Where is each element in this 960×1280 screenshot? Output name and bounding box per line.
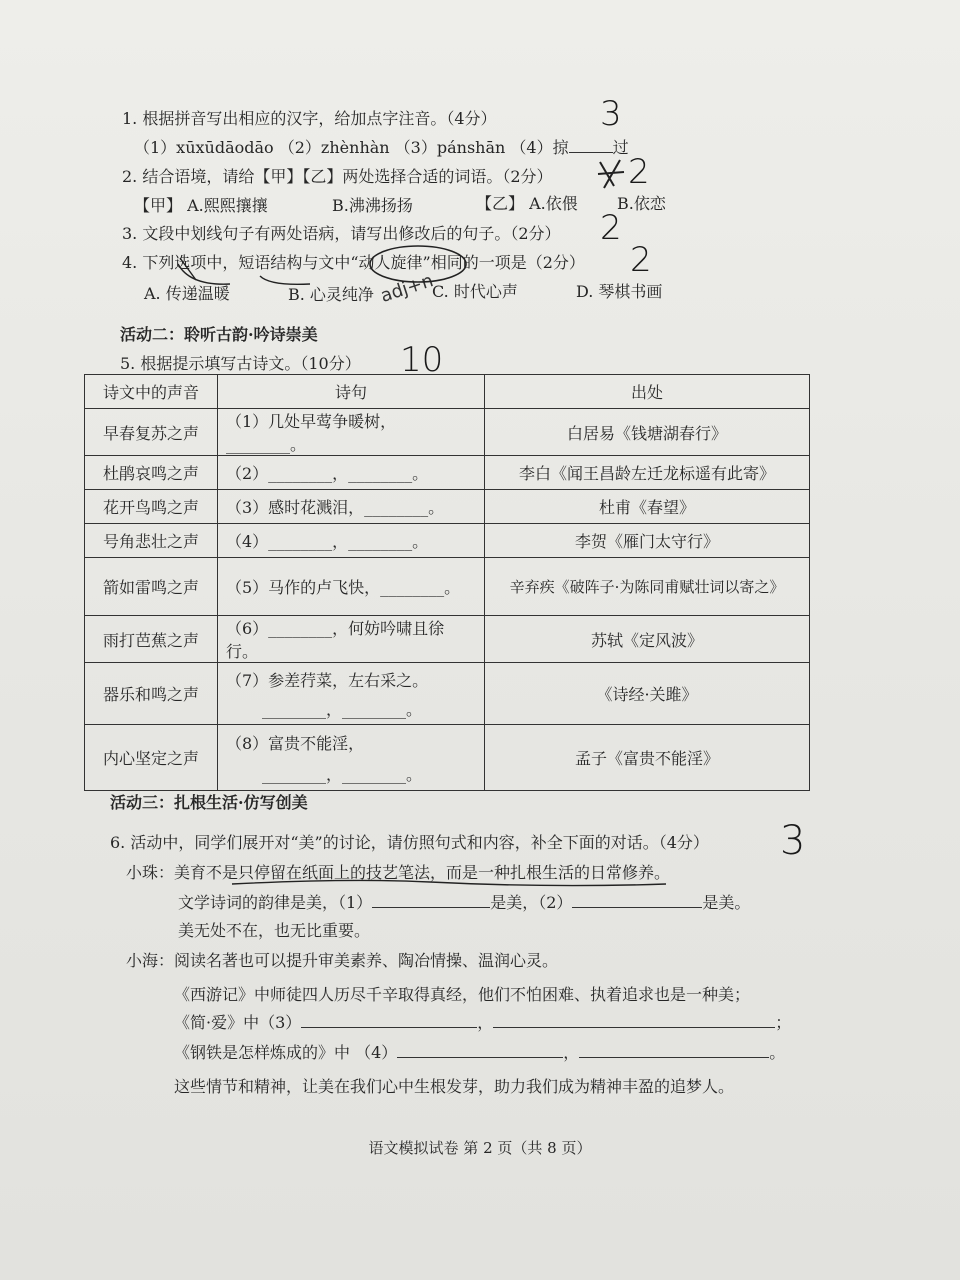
table-row <box>85 558 810 616</box>
table-row <box>85 616 810 663</box>
q5-title: 5. 根据提示填写古诗文。（10分） <box>120 354 361 373</box>
q6-line1: 小珠：美育不是只停留在纸面上的技艺笔法，而是一种扎根生活的日常修养。 <box>126 863 671 882</box>
row-sound: 花开鸟鸣之声 <box>85 490 218 524</box>
q6-line6b: ， <box>477 1013 494 1032</box>
row-source: 白居易《钱塘湖春行》 <box>485 409 810 456</box>
q6-line5: 《西游记》中师徒四人历尽千辛取得真经，他们不怕困难、执着追求也是一种美； <box>174 985 751 1004</box>
table-row <box>85 409 810 456</box>
q6-line6c: ； <box>775 1013 792 1032</box>
q1-items-text: （1）xūxūdāodāo （2）zhènhàn （3）pánshān （4）掠 <box>134 138 569 157</box>
row-source: 辛弃疾《破阵子·为陈同甫赋壮词以寄之》 <box>485 558 810 616</box>
poem-table <box>84 374 810 791</box>
q6-blank-2[interactable] <box>572 893 702 908</box>
q6-title: 6. 活动中，同学们展开对“美”的讨论，请仿照句式和内容，补全下面的对话。（4分） <box>110 833 709 852</box>
q1-items <box>134 135 629 158</box>
row-source: 杜甫《春望》 <box>485 490 810 524</box>
q6-line3: 美无处不在，也无比重要。 <box>178 921 371 940</box>
header-sound: 诗文中的声音 <box>85 375 218 409</box>
row-verse: （7）参差荇菜，左右采之。 <box>226 670 429 690</box>
q3-grade: 2 <box>600 208 622 248</box>
q3-title: 3. 文段中划线句子有两处语病，请写出修改后的句子。（2分） <box>122 224 561 243</box>
q6-line7c: 。 <box>769 1043 786 1062</box>
q4-option-d: D. 琴棋书画 <box>576 282 663 301</box>
q6-blank-3b[interactable] <box>493 1013 775 1028</box>
row-verse-blanks[interactable]: ________，________。 <box>262 764 423 784</box>
strike-mark-icon <box>596 156 630 192</box>
table-row <box>85 524 810 558</box>
q2-title: 2. 结合语境，请给【甲】【乙】两处选择合适的词语。（2分） <box>122 167 553 186</box>
row-sound: 号角悲壮之声 <box>85 524 218 558</box>
q2-grade: 2 <box>628 152 650 192</box>
row-sound: 杜鹃哀鸣之声 <box>85 456 218 490</box>
q2-jia-b: B.沸沸扬扬 <box>332 196 413 215</box>
row-verse[interactable]: （4）________，________。 <box>218 524 485 558</box>
table-row <box>85 663 810 725</box>
row-verse[interactable]: （2）________，________。 <box>218 456 485 490</box>
q2-jia: 【甲】 A.熙熙攘攘 <box>134 196 268 215</box>
q6-line6 <box>174 1010 791 1033</box>
row-source: 《诗经·关雎》 <box>485 663 810 725</box>
q4-grade: 2 <box>630 240 652 280</box>
q2-yi: 【乙】 A.依偎 <box>476 194 578 213</box>
q6-blank-3a[interactable] <box>301 1013 477 1028</box>
page-footer: 语文模拟试卷 第 2 页（共 8 页） <box>368 1139 592 1157</box>
row-source: 苏轼《定风波》 <box>485 616 810 663</box>
activity2-heading: 活动二：聆听古韵·吟诗崇美 <box>120 325 318 344</box>
q6-line7 <box>174 1040 785 1063</box>
row-sound: 器乐和鸣之声 <box>85 663 218 725</box>
table-row <box>85 725 810 791</box>
row-source: 李白《闻王昌龄左迁龙标遥有此寄》 <box>485 456 810 490</box>
row-verse-blanks[interactable]: ________，________。 <box>262 699 423 719</box>
q4-title: 4. 下列选项中，短语结构与文中“动人旋律”相同的一项是（2分） <box>122 253 585 272</box>
q1-title: 1. 根据拼音写出相应的汉字，给加点字注音。（4分） <box>122 109 497 128</box>
q4-option-a: A. 传递温暖 <box>144 284 230 303</box>
row-source: 李贺《雁门太守行》 <box>485 524 810 558</box>
q1-blank <box>569 138 613 153</box>
q6-line2a: 文学诗词的韵律是美，（1） <box>178 893 373 912</box>
row-sound: 内心坚定之声 <box>85 725 218 791</box>
q6-blank-4a[interactable] <box>397 1043 563 1058</box>
row-verse-cell <box>218 663 485 725</box>
q6-blank-4b[interactable] <box>579 1043 769 1058</box>
q6-line7b: ， <box>563 1043 580 1062</box>
q6-line2b: 是美，（2） <box>490 893 573 912</box>
q6-line2 <box>178 890 750 913</box>
table-row <box>85 456 810 490</box>
row-verse: （8）富贵不能淫， <box>226 733 365 753</box>
q6-line6a: 《简·爱》中（3） <box>174 1013 302 1032</box>
q1-grade: 3 <box>600 94 622 134</box>
table-row <box>85 490 810 524</box>
q5-grade: 10 <box>400 340 444 380</box>
q4-note: adj+n <box>378 270 436 307</box>
q6-line7a: 《钢铁是怎样炼成的》中 （4） <box>174 1043 398 1062</box>
header-source: 出处 <box>485 375 810 409</box>
row-verse[interactable]: （1）几处早莺争暖树，________。 <box>218 409 485 456</box>
q2-yi-b: B.依恋 <box>617 194 666 213</box>
q6-line8: 这些情节和精神，让美在我们心中生根发芽，助力我们成为精神丰盈的追梦人。 <box>174 1077 735 1096</box>
q6-grade: 3 <box>780 818 806 864</box>
row-sound: 早春复苏之声 <box>85 409 218 456</box>
row-sound: 箭如雷鸣之声 <box>85 558 218 616</box>
activity3-heading: 活动三：扎根生活·仿写创美 <box>110 793 308 812</box>
row-verse-cell <box>218 725 485 791</box>
q6-blank-1[interactable] <box>372 893 490 908</box>
row-verse[interactable]: （6）________，何妨吟啸且徐行。 <box>218 616 485 663</box>
table-header-row <box>85 375 810 409</box>
row-verse[interactable]: （5）马作的卢飞快，________。 <box>218 558 485 616</box>
row-verse[interactable]: （3）感时花溅泪，________。 <box>218 490 485 524</box>
row-source: 孟子《富贵不能淫》 <box>485 725 810 791</box>
row-sound: 雨打芭蕉之声 <box>85 616 218 663</box>
header-verse: 诗句 <box>218 375 485 409</box>
q4-option-b: B. 心灵纯净 <box>288 285 374 304</box>
q4-option-c: C. 时代心声 <box>432 282 518 301</box>
q1-after: 过 <box>612 138 629 157</box>
q6-line4: 小海：阅读名著也可以提升审美素养、陶冶情操、温润心灵。 <box>126 951 559 970</box>
q6-line2c: 是美。 <box>702 893 751 912</box>
